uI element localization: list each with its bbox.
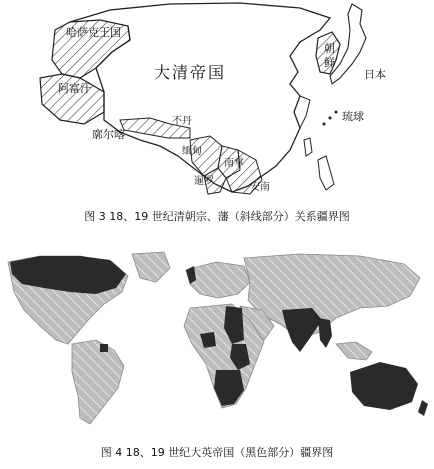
label-siam: 暹罗 (194, 176, 214, 187)
south-america-land (72, 340, 124, 424)
ryukyu-dot-3 (323, 123, 326, 126)
australia-british (350, 362, 418, 410)
label-qing: 大清帝国 (154, 63, 227, 82)
ryukyu-dot-1 (329, 117, 332, 120)
china-coast (300, 96, 310, 128)
ryukyu-dot-2 (335, 111, 338, 114)
figure4-caption: 图 4 18、19 世纪大英帝国（黑色部分）疆界图 (100, 446, 334, 459)
label-japan: 日本 (364, 68, 386, 81)
greenland (132, 252, 170, 282)
southern-africa-british (214, 370, 244, 406)
label-kazakh: 哈萨克王国 (66, 26, 121, 39)
label-laos: 南掌 (224, 158, 244, 169)
label-nepal: 廓尔喀 (92, 128, 125, 141)
philippines-outline (318, 156, 334, 190)
label-korea-2: 鲜 (324, 56, 335, 69)
label-afghanistan: 阿富汗 (58, 82, 91, 95)
se-asia-islands (336, 342, 372, 360)
label-korea-1: 朝 (324, 42, 335, 55)
label-bhutan: 不丹 (172, 116, 192, 127)
label-burma: 缅甸 (182, 146, 202, 157)
figure3-caption: 图 3 18、19 世纪清朝宗、藩（斜线部分）关系疆界图 (84, 210, 350, 223)
figure4-map (0, 248, 434, 434)
taiwan-island (304, 138, 312, 156)
label-annam: 安南 (250, 182, 270, 193)
guiana-british (100, 344, 108, 352)
label-ryukyu: 琉球 (342, 110, 364, 123)
burma-british (318, 318, 332, 348)
new-zealand-british (418, 400, 428, 416)
figure3-map (0, 0, 434, 200)
